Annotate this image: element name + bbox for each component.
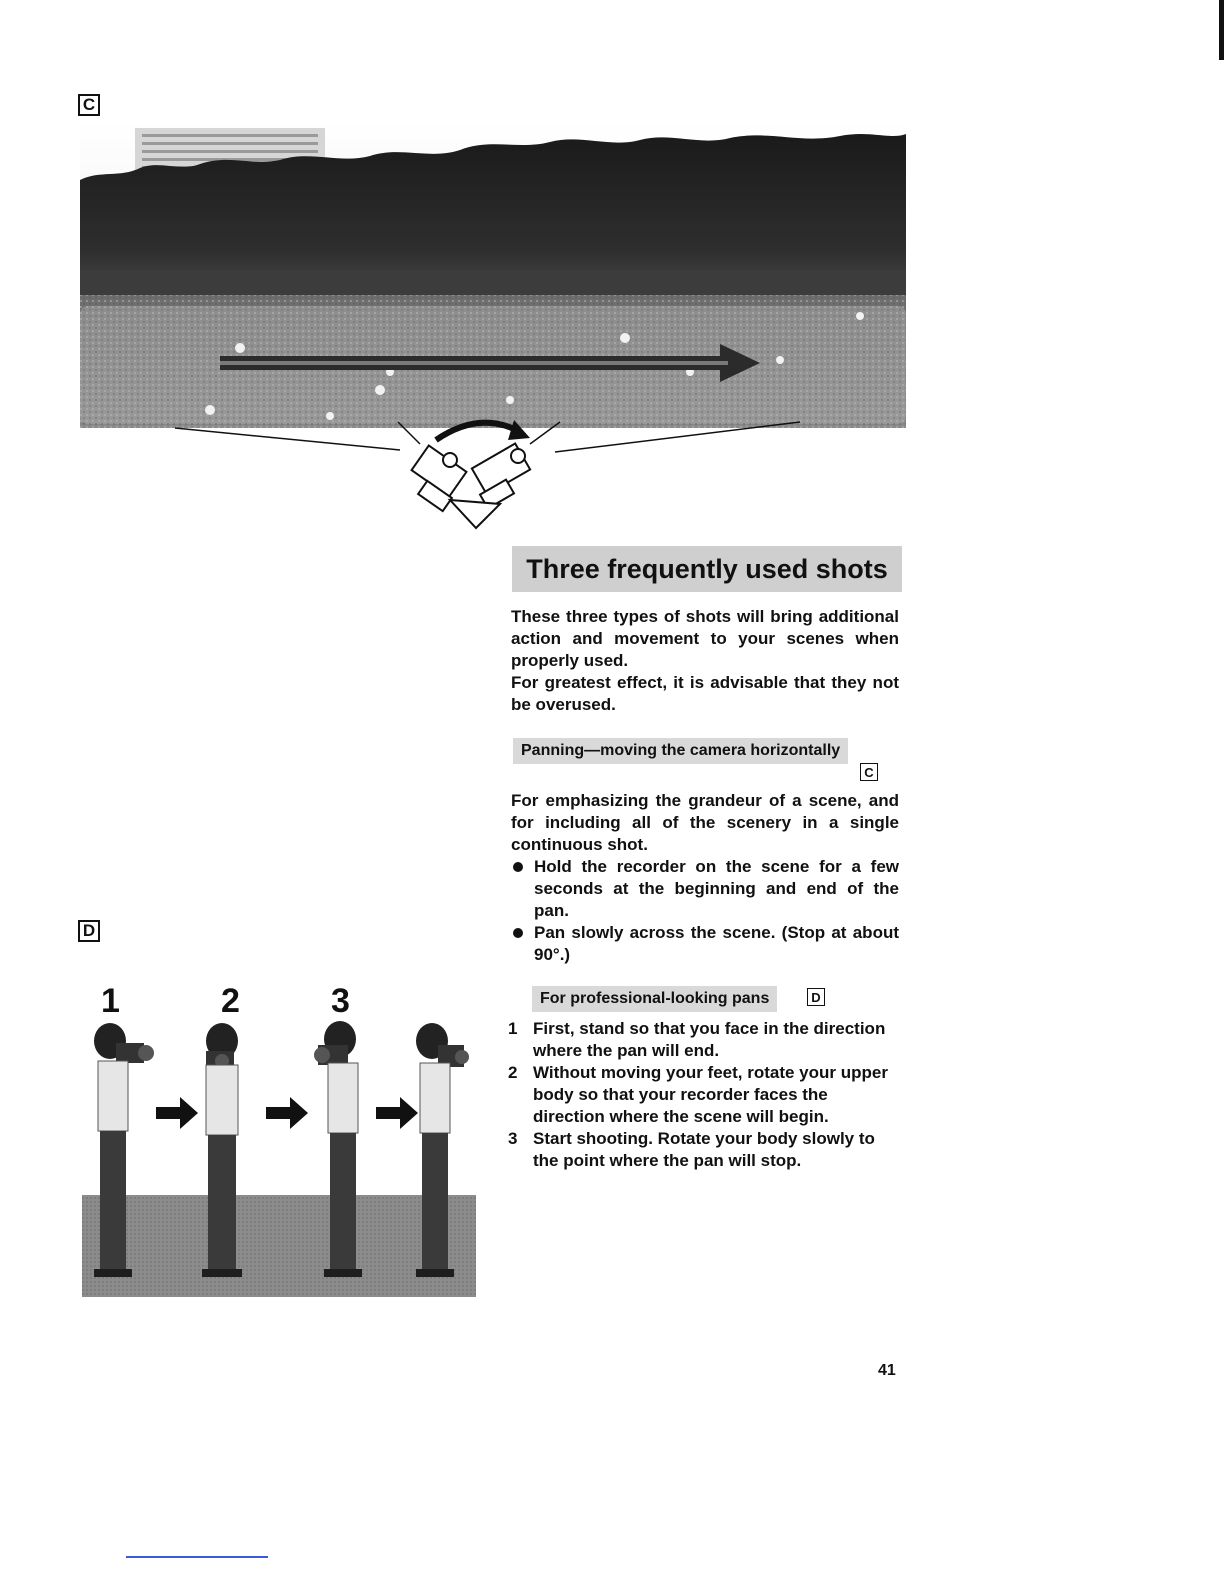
page-title: Three frequently used shots xyxy=(512,546,902,592)
step-number-1: 1 xyxy=(101,982,120,1020)
pro-pans-step-list xyxy=(508,1018,900,1172)
panning-body: For emphasizing the grandeur of a scene, and for including all of the scenery in a single continuous shot. xyxy=(511,791,899,854)
page-edge-mark xyxy=(1219,0,1224,60)
figure-c-camera-diagram xyxy=(120,410,820,540)
list-item: 2 Without moving your feet, rotate your upper body so that your recorder faces the direction where the scene will begin. xyxy=(508,1063,888,1126)
arrow-right-icon xyxy=(266,1097,308,1129)
footer-rule xyxy=(126,1556,268,1558)
list-item: 1 First, stand so that you face in the direction where the pan will end. xyxy=(508,1019,886,1060)
list-item: Hold the recorder on the scene for a few seconds at the beginning and end of the pan. xyxy=(511,856,899,922)
pro-pans-figure-ref: D xyxy=(807,988,825,1006)
list-item: Pan slowly across the scene. (Stop at about 90°.) xyxy=(511,922,899,966)
figure-d-label: D xyxy=(78,920,100,942)
panning-subheading: Panning—moving the camera horizontally xyxy=(513,738,848,764)
camcorder-icon xyxy=(412,444,531,528)
figure-d-rotation-photo xyxy=(82,985,476,1297)
rotation-arrow-icon xyxy=(436,423,520,440)
step-number-2: 2 xyxy=(221,982,240,1020)
panning-figure-ref: C xyxy=(860,763,878,781)
list-item: 3 Start shooting. Rotate your body slowly to the point where the pan will stop. xyxy=(508,1129,875,1170)
panning-bullet-list xyxy=(511,856,899,966)
step-number-3: 3 xyxy=(331,982,350,1020)
page-number: 41 xyxy=(878,1362,896,1379)
pro-pans-subheading: For professional-looking pans xyxy=(532,986,777,1012)
bullet-icon xyxy=(513,862,523,872)
bullet-icon xyxy=(513,928,523,938)
intro-paragraph-2: For greatest effect, it is advisable that they not be overused. xyxy=(511,673,899,714)
intro-paragraph-1: These three types of shots will bring additional action and movement to your scenes when properly used. xyxy=(511,607,899,670)
figure-c-park-photo xyxy=(80,120,906,428)
figure-c-label: C xyxy=(78,94,100,116)
arrow-right-icon xyxy=(156,1097,198,1129)
person-figure xyxy=(202,1023,242,1277)
arrow-right-icon xyxy=(376,1097,418,1129)
